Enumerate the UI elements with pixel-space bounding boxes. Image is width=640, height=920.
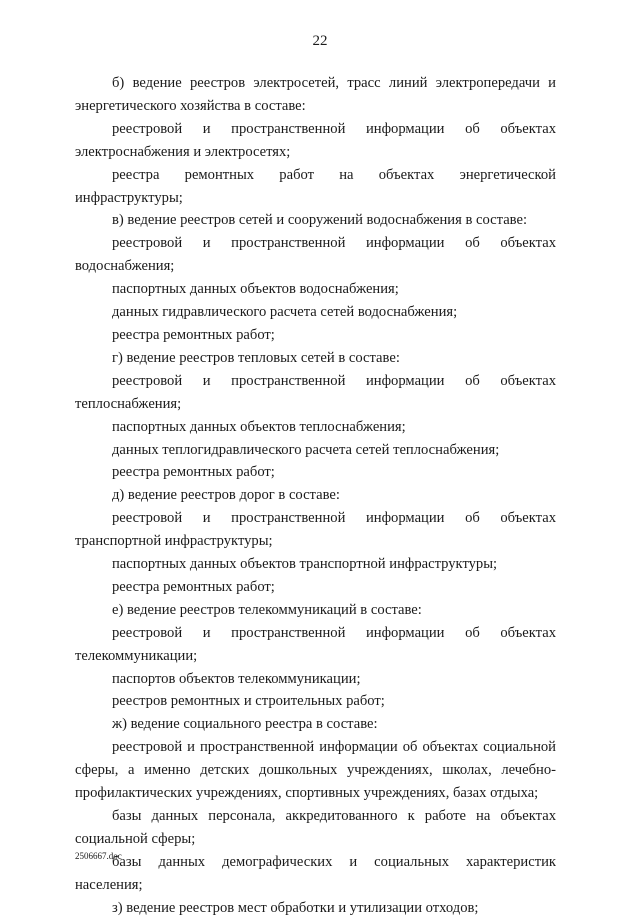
paragraph: е) ведение реестров телекоммуникаций в составе: (112, 601, 422, 618)
paragraph: реестра ремонтных работ; (112, 578, 275, 595)
paragraph: д) ведение реестров дорог в составе: (112, 487, 340, 504)
paragraph: паспортов объектов телекоммуникации; (112, 670, 361, 687)
paragraph: базы данных демографических и социальных характеристик населения; (75, 853, 556, 893)
paragraph: в) ведение реестров сетей и сооружений водоснабжения в составе: (112, 212, 528, 229)
paragraph: б) ведение реестров электросетей, трасс линий электропередачи и энергетического хозяйства в составе: (75, 75, 556, 114)
paragraph: г) ведение реестров тепловых сетей в составе: (112, 349, 400, 366)
paragraph: реестровой и пространственной информации об объектах теплоснабжения; (75, 372, 556, 412)
paragraph: реестра ремонтных работ; (112, 326, 275, 343)
paragraph: данных теплогидравлического расчета сетей теплоснабжения; (112, 441, 500, 458)
paragraph: реестров ремонтных и строительных работ; (112, 693, 385, 710)
paragraph: з) ведение реестров мест обработки и утилизации отходов; (112, 899, 479, 916)
paragraph: реестра ремонтных работ на объектах энергетической инфраструктуры; (75, 166, 556, 206)
paragraph: паспортных данных объектов водоснабжения; (112, 281, 399, 298)
paragraph: реестровой и пространственной информации об объектах транспортной инфраструктуры; (75, 510, 556, 550)
paragraph: реестровой и пространственной информации об объектах электроснабжения и электросетях; (75, 120, 556, 160)
paragraph: реестровой и пространственной информации об объектах социальной сферы, а именно детских дошкольных учреждениях, школах, лечебно-профилактических учреждениях, спортивных учреждениях, базах отдыха; (75, 739, 556, 802)
paragraph: базы данных персонала, аккредитованного к работе на объектах социальной сферы; (75, 808, 556, 847)
paragraph: реестровой и пространственной информации об объектах водоснабжения; (75, 235, 556, 275)
footer-filename: 2506667.doc (75, 851, 122, 861)
paragraph: ж) ведение социального реестра в составе: (112, 716, 378, 733)
page-number: 22 (312, 33, 328, 49)
paragraph: реестра ремонтных работ; (112, 464, 275, 481)
document-body (75, 72, 556, 920)
paragraph: реестровой и пространственной информации об объектах телекоммуникации; (75, 624, 556, 664)
paragraph: паспортных данных объектов теплоснабжения; (112, 418, 406, 435)
paragraph: паспортных данных объектов транспортной инфраструктуры; (112, 556, 498, 573)
paragraph: данных гидравлического расчета сетей водоснабжения; (112, 304, 458, 321)
